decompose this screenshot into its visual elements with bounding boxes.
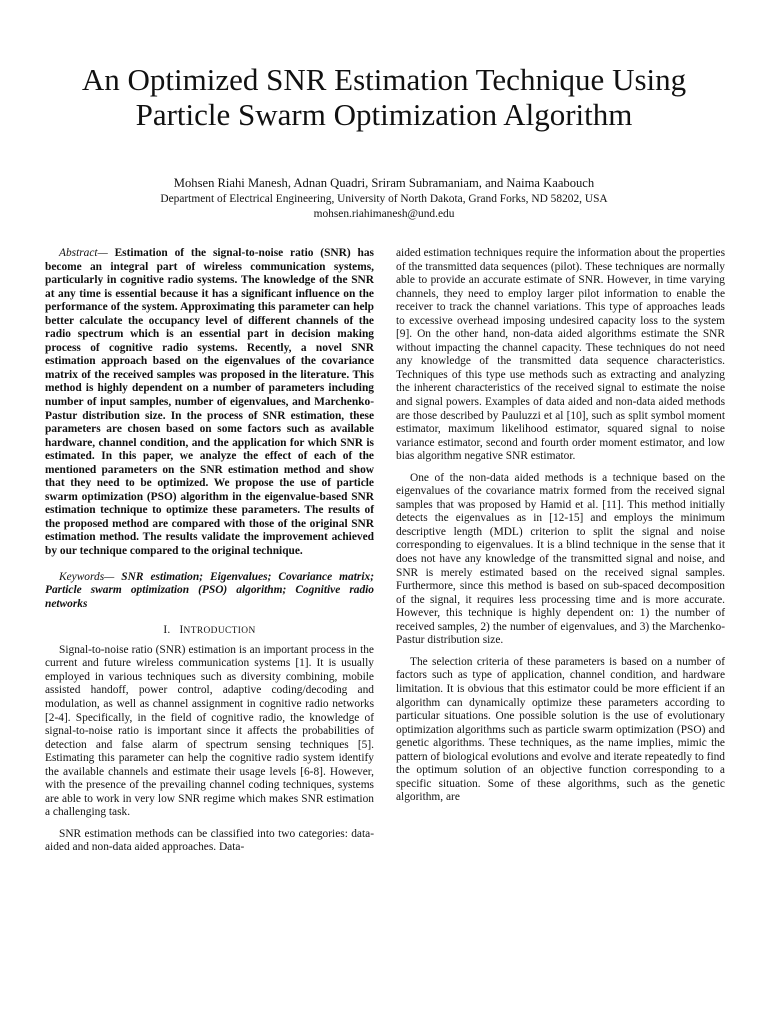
title-line-2: Particle Swarm Optimization Algorithm <box>135 97 633 132</box>
abstract-lead: Abstract— <box>59 247 108 259</box>
left-column <box>45 247 374 855</box>
section-initial: I <box>179 624 184 637</box>
keywords-text: SNR estimation; Eigenvalues; Covariance matrix; Particle swarm optimization (PSO) algorithm; Cognitive radio networks <box>45 570 374 610</box>
keywords <box>45 571 374 612</box>
section-number: I. <box>163 624 171 637</box>
title-line-1: An Optimized SNR Estimation Technique Using <box>81 62 687 97</box>
section-heading <box>45 624 374 639</box>
author-email: mohsen.riahimanesh@und.edu <box>313 208 455 220</box>
author-list: Mohsen Riahi Manesh, Adnan Quadri, Sriram Subramaniam, and Naima Kaabouch <box>173 176 595 190</box>
keywords-lead: Keywords— <box>59 570 115 583</box>
right-paragraph-2: One of the non-data aided methods is a technique based on the eigenvalues of the covariance matrix formed from the received signal samples that was proposed by Hamid et al. [11]. This method initially detects the eigenvalues as in [12-15] and employs the minimum descriptive length (MDL) criterion to split the signal and noise corresponding to eigenvalues. It is a blind technique in the sense that it does not have any knowledge of the transmitted signal and noise, and SNR is merely estimated based on the received signal samples. Furthermore, since this method is based on sub-spaced decomposition of the signal, it requires less processing time and is more accurate. However, this technique is highly dependent on: 1) the number of received samples, 2) the number of eigenvalues, and 3) the Marchenko-Pastur distribution size. <box>396 471 725 647</box>
right-paragraph-3: The selection criteria of these parameters is based on a number of factors such as type of application, channel condition, and hardware limitation. It is obvious that this estimator could be more efficient if an algorithm can dynamically optimize these parameters according to particular situations. One possible solution is the use of evolutionary optimization algorithms such as particle swarm optimization (PSO) and genetic algorithms. These techniques, as the name implies, mimic the pattern of biological evolutions and evolve and iterate repeatedly to find the optimum solution of an objective function corresponding to a specific situation. Some of these algorithms, such as the genetic algorithm, are <box>396 655 725 804</box>
intro-paragraph-1: Signal-to-noise ratio (SNR) estimation is an important process in the current and future wireless communication systems [1]. It is usually employed in various techniques such as diversity combining, mobile assisted handoff, power control, adaptive coding/decoding and modulation, as well as channel assignment in cognitive radio networks [2-4]. Specifically, in the field of cognitive radio, the knowledge of signal-to-noise ratio is important since it affects the probabilities of detection and false alarm of spectrum sensing techniques [5]. Estimating this parameter can help the cognitive radio system identify the available channels and estimate their usage levels [6-8]. However, with the presence of the prevailing channel coding techniques, systems are able to work in very low SNR regime which makes SNR estimation a challenging task. <box>45 643 374 819</box>
section-name: NTRODUCTION <box>183 626 256 637</box>
affiliation: Department of Electrical Engineering, University of North Dakota, Grand Forks, ND 58202, USA <box>160 193 608 205</box>
abstract-text: Estimation of the signal-to-noise ratio (SNR) has become an integral part of wireless communication systems, particularly in cognitive radio systems. The knowledge of the SNR at any time is essential because it has a significant influence on the performance of the system. Approximating this parameter can help better calculate the occupancy level of different channels of the radio spectrum which is an essential part in decision making process of cognitive radio systems. Recently, a novel SNR estimation approach based on the eigenvalues of the covariance matrix of the received samples was proposed in the literature. This method is highly dependent on a number of parameters including number of input samples, number of eigenvalues, and Marchenko-Pastur distribution size. In the process of SNR estimation, these parameters are chosen based on some factors such as available hardware, channel condition, and the application for which SNR is estimated. In this paper, we analyze the effect of each of the mentioned parameters on the SNR estimation method and show that they need to be optimized. We propose the use of particle swarm optimization (PSO) algorithm in the eigenvalue-based SNR estimation technique to optimize these parameters. The results of the proposed method are compared with those of the original SNR estimation method. The results validate the improvement achieved by our technique compared to the original technique. <box>45 247 374 558</box>
paper-title <box>40 62 728 132</box>
right-column <box>396 247 725 805</box>
right-paragraph-1: aided estimation techniques require the information about the properties of the transmitted data sequences (pilot). These techniques are normally able to provide an accurate estimate of SNR. However, in time varying channels, they need to employ larger pilot information to enable the receiver to track the channel variations. This type of approaches leads to excessive overhead imposing undesired capacity loss to the system [9]. On the other hand, non-data aided algorithms estimate the SNR without impacting the channel capacity. These techniques do not need any knowledge of the transmitted data sequence characteristics. Techniques of this type use methods such as extracting and analyzing the inherent characteristics of the received signal to estimate the noise and signal powers. Examples of data aided and non-data aided methods are those described by Pauluzzi et al [10], such as split symbol moment estimator, maximum likelihood estimator, squared signal to noise variance estimator, second and fourth order moment estimator, and low bias algorithm negative SNR estimator. <box>396 247 725 463</box>
intro-paragraph-2: SNR estimation methods can be classified into two categories: data-aided and non-data aided approaches. Data- <box>45 827 374 854</box>
abstract <box>45 247 374 559</box>
